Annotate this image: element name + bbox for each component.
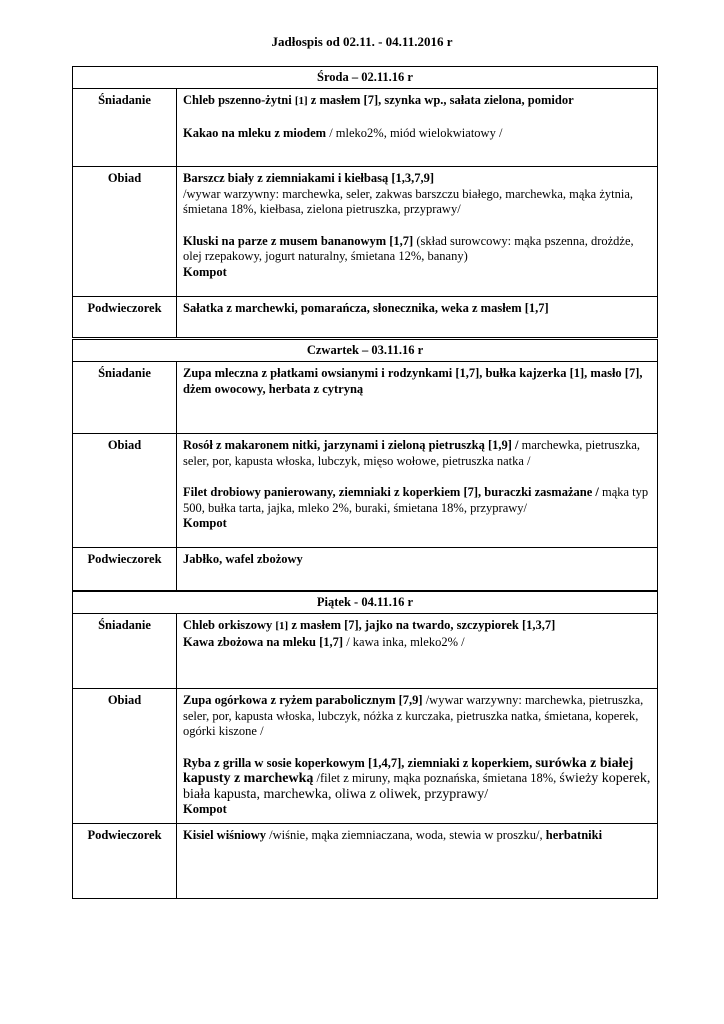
- menu-text-run: Rosół z makaronem nitki, jarzynami i zieloną pietruszką [1,9] /: [183, 438, 519, 452]
- day-header: Środa – 02.11.16 r: [72, 66, 658, 89]
- menu-text-run: /filet z miruny, mąka poznańska, śmietana 18%,: [313, 771, 560, 785]
- meal-content: [177, 89, 657, 166]
- menu-text-run: Kompot: [183, 264, 227, 279]
- meal-content: [177, 434, 657, 547]
- meal-row-lunch: [72, 434, 658, 548]
- menu-text-run: Kawa zbożowa na mleku [1,7]: [183, 634, 344, 649]
- meal-content: [177, 689, 657, 823]
- meal-label: Śniadanie: [73, 362, 177, 433]
- menu-text-run: mąka typ 500, bułka tarta, jajka, mleko 2%, buraki, śmietana 18%, przyprawy/: [183, 485, 649, 515]
- meal-label: Podwieczorek: [73, 824, 177, 898]
- menu-paragraph: [183, 93, 653, 110]
- menu-text-run: /wiśnie, mąka ziemniaczana, woda, stewia w proszku/,: [266, 828, 546, 842]
- meal-row-snack: [72, 548, 658, 591]
- menu-text-run: Zupa mleczna z płatkami owsianymi i rodzynkami [1,7], bułka kajzerka [1], masło [7], dżem owocowy, herbata z cytryną: [183, 366, 643, 396]
- menu-paragraph: [183, 126, 653, 142]
- day-header: Piątek - 04.11.16 r: [72, 591, 658, 614]
- meal-row-breakfast: [72, 614, 658, 689]
- menu-text-run: Kakao na mleku z miodem: [183, 125, 327, 140]
- menu-paragraph: [183, 234, 653, 281]
- menu-text-run: masłem [7], jajko na twardo, szczypiorek [1,3,7]: [300, 618, 556, 632]
- meal-label: Śniadanie: [73, 614, 177, 688]
- menu-text-run: Chleb pszenno-żytni: [183, 93, 295, 107]
- menu-text-run: / kawa inka, mleko2% /: [343, 634, 465, 649]
- meal-label: Obiad: [73, 167, 177, 296]
- menu-paragraph: [183, 301, 653, 317]
- menu-paragraph: [183, 618, 653, 650]
- meal-label: Obiad: [73, 434, 177, 547]
- menu-text-run: /wywar warzywny: marchewka, seler, zakwas barszczu białego, marchewka, mąka żytnia, śmietana 18%, kiełbasa, zielona pietruszka, przyprawy/: [183, 186, 633, 216]
- meal-content: [177, 614, 657, 688]
- menu-text-run: Ryba z grilla w sosie koperkowym [1,4,7], ziemniaki z koperkiem,: [183, 755, 536, 770]
- menu-text-run: z: [288, 618, 301, 632]
- menu-text-run: (skład surowcowy: mąka pszenna, drożdże, olej rzepakowy, jogurt naturalny, śmietana 12%, banany): [183, 233, 634, 263]
- meal-label: Podwieczorek: [73, 297, 177, 337]
- meal-content: [177, 362, 657, 433]
- menu-text-run: Barszcz biały z ziemniakami i kiełbasą [1,3,7,9]: [183, 171, 435, 185]
- menu-paragraph: [183, 485, 653, 532]
- day-block-wednesday: [72, 66, 658, 338]
- menu-text-run: / mleko2%, miód wielokwiatowy /: [326, 125, 503, 140]
- menu-text-run: Chleb orkiszowy: [183, 618, 276, 632]
- menu-text-run: surówka z białej kapusty z marchewką: [183, 755, 634, 786]
- menu-text-run: Jabłko, wafel zbożowy: [183, 552, 303, 566]
- menu-text-run: Zupa ogórkowa z ryżem parabolicznym [7,9]: [183, 693, 423, 707]
- meal-row-lunch: [72, 167, 658, 297]
- menu-paragraph: [183, 756, 653, 818]
- meal-content: [177, 297, 657, 337]
- day-block-thursday: [72, 339, 658, 591]
- meal-row-breakfast: [72, 362, 658, 434]
- meal-content: [177, 824, 657, 898]
- meal-label: Śniadanie: [73, 89, 177, 166]
- meal-row-snack: [72, 824, 658, 899]
- menu-text-run: świeży koperek, biała kapusta, marchewka, oliwa z oliwek, przyprawy/: [183, 771, 651, 802]
- menu-text-run: Kompot: [183, 516, 227, 530]
- menu-paragraph: [183, 828, 653, 844]
- day-header: Czwartek – 03.11.16 r: [72, 339, 658, 362]
- day-block-friday: [72, 591, 658, 899]
- menu-paragraph: [183, 438, 653, 469]
- menu-text-run: Kompot: [183, 802, 227, 816]
- menu-paragraph: [183, 693, 653, 740]
- menu-text-run: marchewka, pietruszka, seler, por, kapusta włoska, lubczyk, mięso wołowe, pietruszka natka /: [183, 438, 640, 468]
- document-title: Jadłospis od 02.11. - 04.11.2016 r: [271, 34, 453, 49]
- meal-label: Podwieczorek: [73, 548, 177, 590]
- meal-label: Obiad: [73, 689, 177, 823]
- meal-row-snack: [72, 297, 658, 338]
- menu-text-run: /wywar warzywny: marchewka, pietruszka, seler, por, kapusta włoska, lubczyk, nóżka z kurczaka, pietruszka natka, śmietana, koperek, ogórki kiszone /: [183, 693, 644, 738]
- menu-text-run: Kisiel wiśniowy: [183, 828, 266, 842]
- menu-text-run: Sałatka z marchewki, pomarańcza, słonecznika, weka z masłem [1,7]: [183, 301, 549, 315]
- meal-row-breakfast: [72, 89, 658, 167]
- menu-text-run: Filet drobiowy panierowany, ziemniaki z koperkiem [7], buraczki zasmażane /: [183, 485, 599, 499]
- menu-paragraph: [183, 552, 653, 568]
- meal-row-lunch: [72, 689, 658, 824]
- menu-text-run: [1]: [275, 620, 289, 632]
- menu-text-run: z masłem [7], szynka wp., sałata zielona, pomidor: [307, 93, 574, 107]
- menu-text-run: Kluski na parze z musem bananowym [1,7]: [183, 233, 414, 248]
- menu-paragraph: [183, 366, 653, 397]
- meal-content: [177, 167, 657, 296]
- menu-paragraph: [183, 171, 653, 218]
- menu-text-run: [1]: [294, 95, 308, 107]
- meal-content: [177, 548, 657, 590]
- menu-text-run: herbatniki: [545, 828, 603, 842]
